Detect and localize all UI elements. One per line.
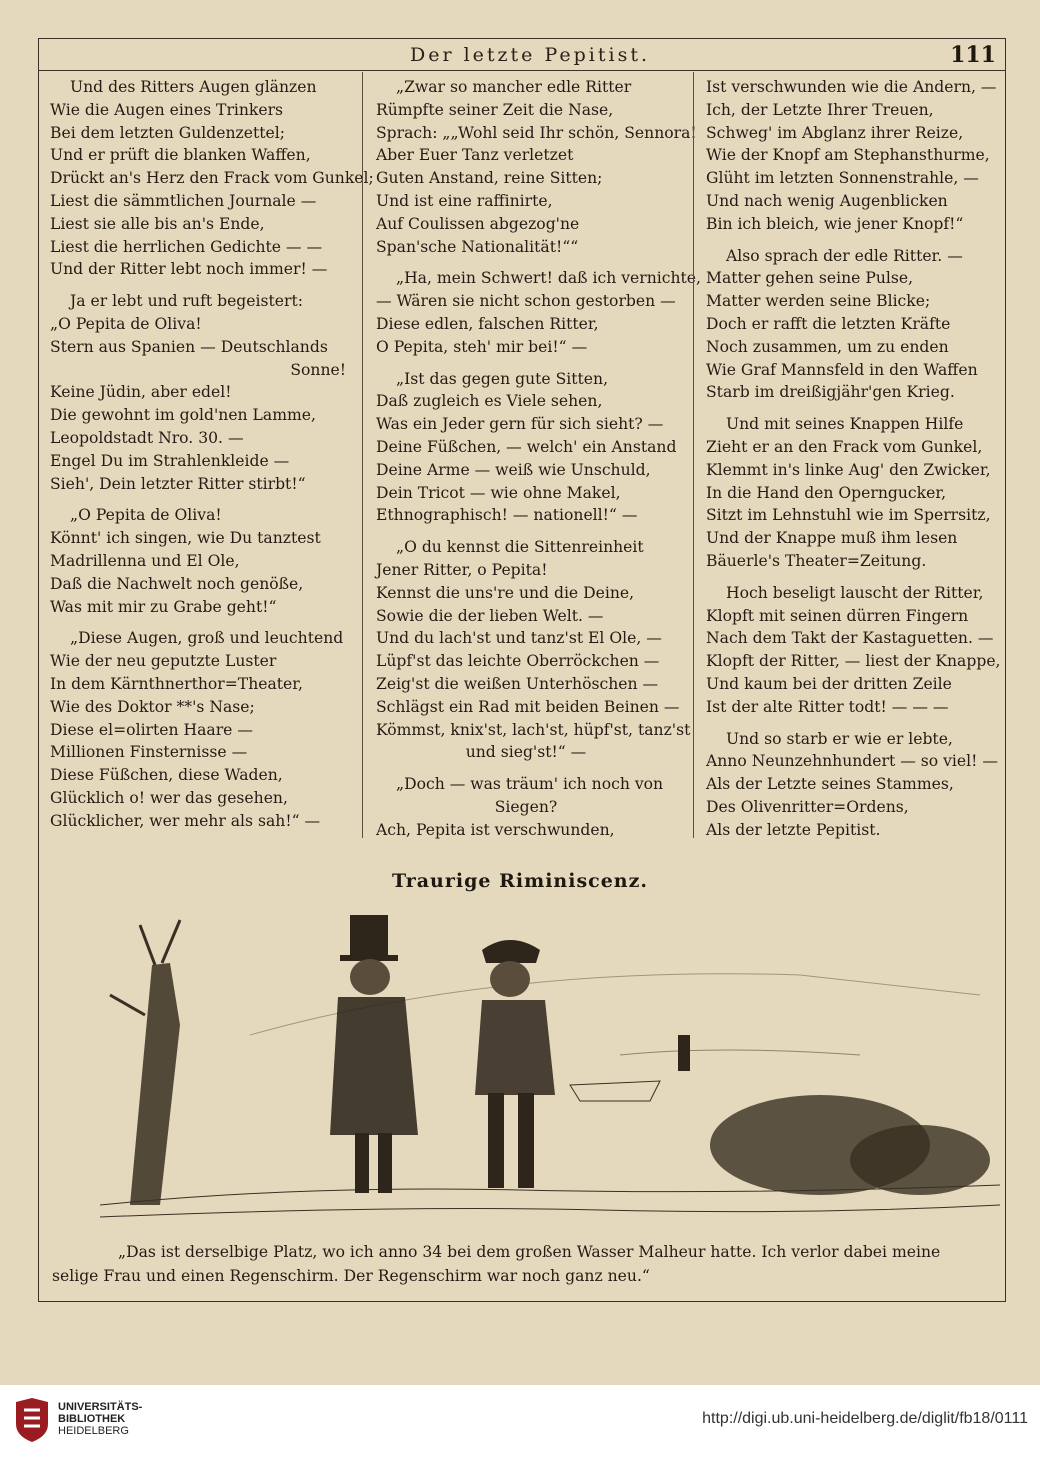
logo-line-2: BIBLIOTHEK <box>58 1413 126 1425</box>
poem-line: Sitzt im Lehnstuhl wie im Sperrsitz, <box>706 506 991 525</box>
poem-line: In dem Kärnthnerthor=Theater, <box>50 674 303 693</box>
poem-line: Doch er rafft die letzten Kräfte <box>706 314 951 333</box>
poem-line: Und so starb er wie er lebte, <box>726 729 953 748</box>
poem-line: Und der Knappe muß ihm lesen <box>706 529 958 548</box>
stanza <box>50 504 346 618</box>
poem-line: „Diese Augen, groß und leuchtend <box>70 629 344 648</box>
poem-line: Rümpfte seiner Zeit die Nase, <box>376 100 614 119</box>
poem-line: Matter werden seine Blicke; <box>706 292 931 311</box>
poem-line: In die Hand den Operngucker, <box>706 483 947 502</box>
poem-line: Was mit mir zu Grabe geht!“ <box>50 597 277 616</box>
poem-line: Und der Ritter lebt noch immer! — <box>50 260 328 279</box>
poem-line: Und mit seines Knappen Hilfe <box>726 415 964 434</box>
poem-line: Schweg' im Abglanz ihrer Reize, <box>706 123 964 142</box>
poem-column-1 <box>50 76 374 842</box>
poem-line: Klopft mit seinen dürren Fingern <box>706 606 969 625</box>
poem-line: Auf Coulissen abgezog'ne <box>376 214 580 233</box>
poem-line: Ethnographisch! — nationell!“ — <box>376 506 638 525</box>
poem-line: Klopft der Ritter, — liest der Knappe, <box>706 652 1001 671</box>
poem-line: Kömmst, knix'st, lach'st, hüpf'st, tanz'st <box>376 720 691 739</box>
woodcut-illustration <box>100 905 1000 1235</box>
poem-column-2 <box>376 76 701 851</box>
poem-line: Als der Letzte seines Stammes, <box>706 775 954 794</box>
running-title: Der letzte Pepitist. <box>409 44 651 66</box>
poem-line: Wie der Knopf am Stephansthurme, <box>706 146 990 165</box>
poem-line: Die gewohnt im gold'nen Lamme, <box>50 406 316 425</box>
poem-line: Bei dem letzten Guldenzettel; <box>50 123 285 142</box>
poem-line: Könnt' ich singen, wie Du tanztest <box>50 529 321 548</box>
poem-line: — Wären sie nicht schon gestorben — <box>376 292 676 311</box>
poem-line: Sieh', Dein letzter Ritter stirbt!“ <box>50 474 306 493</box>
poem-line: Ich, der Letzte Ihrer Treuen, <box>706 100 934 119</box>
library-logo-text <box>58 1401 142 1437</box>
poem-line: Und ist eine raffinirte, <box>376 191 553 210</box>
poem-line: Anno Neunzehnhundert — so viel! — <box>706 752 998 771</box>
poem-line: Guten Anstand, reine Sitten; <box>376 169 603 188</box>
poem-line: Ist verschwunden wie die Andern, — <box>706 78 997 96</box>
poem-line: Siegen? <box>494 797 558 816</box>
poem-line: Diese edlen, falschen Ritter, <box>376 314 599 333</box>
poem-line: Liest sie alle bis an's Ende, <box>50 214 265 233</box>
poem-line: Glücklicher, wer mehr als sah!“ — <box>50 811 321 830</box>
tree-left <box>110 920 180 1205</box>
poem-line: Sonne! <box>290 360 346 379</box>
poem-line: Stern aus Spanien — Deutschlands <box>50 337 328 356</box>
stanza <box>706 582 1001 719</box>
poem-line: Ja er lebt und ruft begeistert: <box>70 292 303 311</box>
poem-line: Matter gehen seine Pulse, <box>706 269 914 288</box>
header-rule <box>38 70 1005 71</box>
poem-line: Klemmt in's linke Aug' den Zwicker, <box>706 460 991 479</box>
poem-line: Sowie die der lieben Welt. — <box>376 606 604 625</box>
poem-line: Deine Arme — weiß wie Unschuld, <box>376 460 651 479</box>
poem-line: Millionen Finsternisse — <box>50 743 248 762</box>
stanza <box>50 627 346 832</box>
poem-line: Und du lach'st und tanz'st El Ole, — <box>376 629 662 648</box>
poem-line: Ist der alte Ritter todt! — — — <box>706 697 949 716</box>
poem-line: Hoch beseligt lauscht der Ritter, <box>726 583 984 602</box>
poem-line: „O du kennst die Sittenreinheit <box>396 538 644 557</box>
illustration-caption: „Das ist derselbige Platz, wo ich anno 34 bei dem großen Wasser Malheur hatte. Ich verlor dabei meine selige Frau und einen Regenschirm. Der Regenschirm war noch ganz neu.“ <box>52 1243 941 1285</box>
poem-line: Bin ich bleich, wie jener Knopf!“ <box>706 214 964 233</box>
poem-line: Als der letzte Pepitist. <box>706 820 881 839</box>
poem-line: Dein Tricot — wie ohne Makel, <box>376 483 621 502</box>
poem-line: Diese el=olirten Haare — <box>50 720 253 739</box>
stanza <box>706 413 991 573</box>
distant-figure <box>678 1035 690 1071</box>
poem-line: Und des Ritters Augen glänzen <box>70 78 317 96</box>
poem-line: Wie der neu geputzte Luster <box>50 652 277 671</box>
library-logo-icon <box>12 1398 52 1442</box>
poem-line: Zeig'st die weißen Unterhöschen — <box>376 674 659 693</box>
stanza <box>706 728 998 842</box>
logo-line-1: UNIVERSITÄTS- <box>58 1401 143 1413</box>
poem-line: Ach, Pepita ist verschwunden, <box>376 820 615 839</box>
poem-line: Und er prüft die blanken Waffen, <box>50 146 311 165</box>
figure-stout-man <box>475 940 555 1188</box>
poem-line: Span'sche Nationalität!““ <box>376 237 579 256</box>
stanza <box>376 76 697 258</box>
poem-line: Diese Füßchen, diese Waden, <box>50 766 283 785</box>
poem-line: Und nach wenig Augenblicken <box>706 191 948 210</box>
poem-line: Schlägst ein Rad mit beiden Beinen — <box>376 697 680 716</box>
poem-line: Liest die sämmtlichen Journale — <box>50 191 317 210</box>
poem-line: Was ein Jeder gern für sich sieht? — <box>376 415 664 434</box>
poem-line: Engel Du im Strahlenkleide — <box>50 451 290 470</box>
column-divider-1 <box>362 72 363 838</box>
illustration-title: Traurige Riminiscenz. <box>391 870 649 892</box>
poem-line: „Doch — was träum' ich noch von <box>396 775 664 794</box>
poem-line: Lüpf'st das leichte Oberröckchen — <box>376 652 660 671</box>
figure-tall-gentleman <box>330 915 418 1193</box>
stanza <box>376 368 676 528</box>
poem-line: Nach dem Takt der Kastaguetten. — <box>706 629 994 648</box>
poem-line: Glücklich o! wer das gesehen, <box>50 788 288 807</box>
poem-line: Drückt an's Herz den Frack vom Gunkel; <box>50 169 374 188</box>
poem-line: Starb im dreißigjähr'gen Krieg. <box>706 383 955 402</box>
poem-line: Wie des Doktor **'s Nase; <box>50 697 255 716</box>
stanza <box>376 267 701 358</box>
poem-line: Des Olivenritter=Ordens, <box>706 797 909 816</box>
page-number: 111 <box>950 42 996 68</box>
poem-line: Noch zusammen, um zu enden <box>706 337 949 356</box>
poem-line: Kennst die uns're und die Deine, <box>376 583 635 602</box>
poem-line: Keine Jüdin, aber edel! <box>50 383 232 402</box>
poem-line: Deine Füßchen, — welch' ein Anstand <box>376 437 677 456</box>
poem-line: Wie Graf Mannsfeld in den Waffen <box>706 360 978 379</box>
poem-line: Liest die herrlichen Gedichte — — <box>50 237 323 256</box>
poem-line: „O Pepita de Oliva! <box>70 506 222 525</box>
poem-line: Sprach: „„Wohl seid Ihr schön, Sennora! <box>376 123 697 142</box>
source-url[interactable]: http://digi.ub.uni-heidelberg.de/diglit/fb18/0111 <box>702 1410 1028 1427</box>
boat <box>570 1081 660 1101</box>
column-divider-2 <box>693 72 694 838</box>
poem-line: Daß die Nachwelt noch genöße, <box>50 574 304 593</box>
poem-column-3 <box>706 76 1001 851</box>
stanza <box>706 245 991 405</box>
stanza <box>706 76 997 236</box>
stanza <box>50 76 374 281</box>
logo-line-3: HEIDELBERG <box>58 1425 129 1437</box>
stanza <box>50 290 346 495</box>
poem-line: und sieg'st!“ — <box>465 743 587 762</box>
poem-line: „Ha, mein Schwert! daß ich vernichte, <box>396 269 701 288</box>
poem-line: „O Pepita de Oliva! <box>50 314 202 333</box>
poem-line: Madrillenna und El Ole, <box>50 551 240 570</box>
poem-line: „Ist das gegen gute Sitten, <box>396 369 609 388</box>
poem-line: Daß zugleich es Viele sehen, <box>376 392 603 411</box>
poem-line: Jener Ritter, o Pepita! <box>376 560 548 579</box>
poem-line: O Pepita, steh' mir bei!“ — <box>376 337 588 356</box>
bushes-right <box>710 1095 990 1195</box>
poem-line: Also sprach der edle Ritter. — <box>726 246 963 265</box>
poem-line: Bäuerle's Theater=Zeitung. <box>706 551 927 570</box>
poem-line: Wie die Augen eines Trinkers <box>50 100 284 119</box>
stanza <box>376 536 691 764</box>
poem-line: „Zwar so mancher edle Ritter <box>396 78 632 96</box>
poem-line: Zieht er an den Frack vom Gunkel, <box>706 437 983 456</box>
stanza <box>376 773 676 841</box>
poem-line: Und kaum bei der dritten Zeile <box>706 674 952 693</box>
poem-line: Leopoldstadt Nro. 30. — <box>50 428 244 447</box>
poem-line: Glüht im letzten Sonnenstrahle, — <box>706 169 979 188</box>
poem-line: Aber Euer Tanz verletzet <box>376 146 574 165</box>
